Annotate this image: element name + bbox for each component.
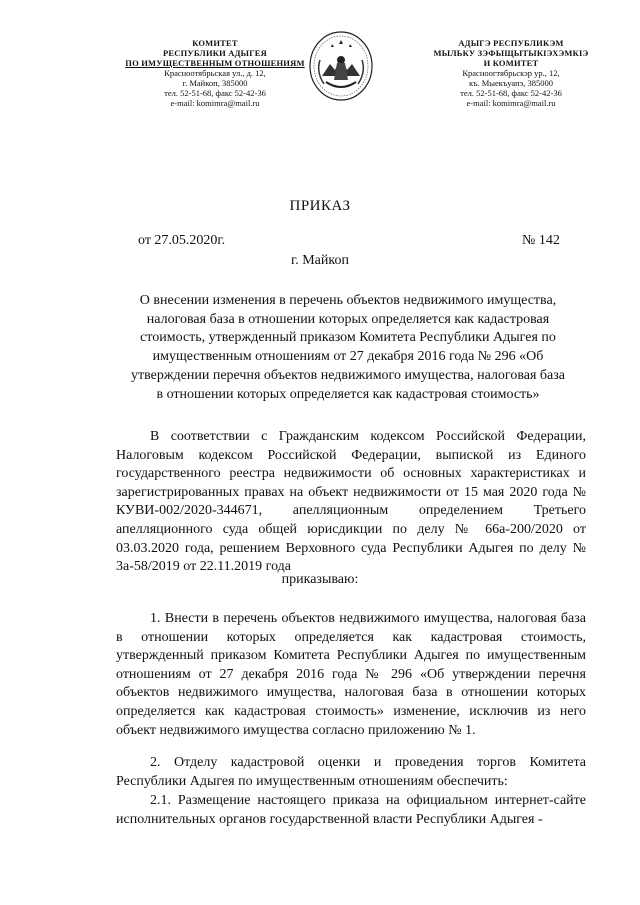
preamble-paragraph: В соответствии с Гражданским кодексом Российской Федерации, Налоговым кодексом Российской Федерации, выпиской из Единого государственного реестра недвижимости об основных характеристиках и зарегистрированных правах на объект недвижимости от 15 мая 2020 года № КУВИ-002/2020-344671, апелляционным определением Третьего апелляционного суда общей юрисдикции по делу № 66а-200/2020 от 03.03.2020 года, решением Верховного суда Республики Адыгея по делу № 3а-58/2019 от 22.11.2019 года — [116, 429, 586, 575]
document-type: ПРИКАЗ — [289, 198, 351, 214]
item-2-1-paragraph: 2.1. Размещение настоящего приказа на официальном интернет-сайте исполнительных органов государственной власти Республики Адыгея - — [116, 793, 586, 827]
header-left — [106, 38, 324, 108]
orders-word: приказываю: — [281, 572, 359, 587]
header-right-city: къ. Мыекъуапэ, 385000 — [468, 78, 554, 88]
header-right-address: Красноогтябрьскэр ур., 12, — [462, 68, 560, 78]
header-right-line2: МЫЛЬКУ ЗЭФЫЩЫТЫКІЭХЭМКІЭ — [433, 48, 589, 58]
header-right — [416, 38, 606, 108]
header-left-email: e-mail: komimra@mail.ru — [170, 98, 260, 108]
document-city: г. Майкоп — [291, 253, 349, 268]
item-2-paragraph: 2. Отделу кадастровой оценки и проведения торгов Комитета Республики Адыгея по имущественным отношениям обеспечить: — [116, 755, 586, 789]
header-right-line1: АДЫГЭ РЕСПУБЛИКЭМ — [458, 38, 564, 48]
header-left-line2: РЕСПУБЛИКИ АДЫГЕЯ — [162, 48, 268, 58]
header-right-phone: тел. 52-51-68, факс 52-42-36 — [460, 88, 562, 98]
header-right-email: e-mail: komimra@mail.ru — [466, 98, 556, 108]
document-date: от 27.05.2020г. — [138, 233, 226, 248]
header-left-address: Красноотябрьская ул., д. 12, — [164, 68, 266, 78]
header-right-line3: И КОМИТЕТ — [483, 58, 539, 68]
document-number: № 142 — [522, 233, 560, 248]
item-1-paragraph: 1. Внести в перечень объектов недвижимого имущества, налоговая база в отношении которых определяется как кадастровая стоимость, утвержденный приказом Комитета Республики Адыгея по имущественным отношениям от 27 декабря 2016 года № 296 «Об утверждении перечня объектов недвижимого имущества, налоговая база в отношении которых определяется как кадастровая стоимость» изменение, исключив из него объект недвижимого имущества согласно приложению № 1. — [116, 611, 586, 738]
header-left-line3: ПО ИМУЩЕСТВЕННЫМ ОТНОШЕНИЯМ — [125, 58, 305, 68]
document-title: О внесении изменения в перечень объектов недвижимого имущества, налоговая база в отношении которых определяется как кадастровая стоимость, утвержденный приказом Комитета Республики Адыгея по имущественным отношениям от 27 декабря 2016 года № 296 «Об утверждении перечня объектов недвижимого имущества, налоговая база в отношении которых определяется как кадастровая стоимость» — [131, 293, 565, 402]
header-left-city: г. Майкоп, 385000 — [182, 78, 248, 88]
header-left-line1: КОМИТЕТ — [192, 38, 238, 48]
coat-of-arms-icon — [308, 30, 374, 102]
header-left-phone: тел. 52-51-68, факс 52-42-36 — [164, 88, 266, 98]
